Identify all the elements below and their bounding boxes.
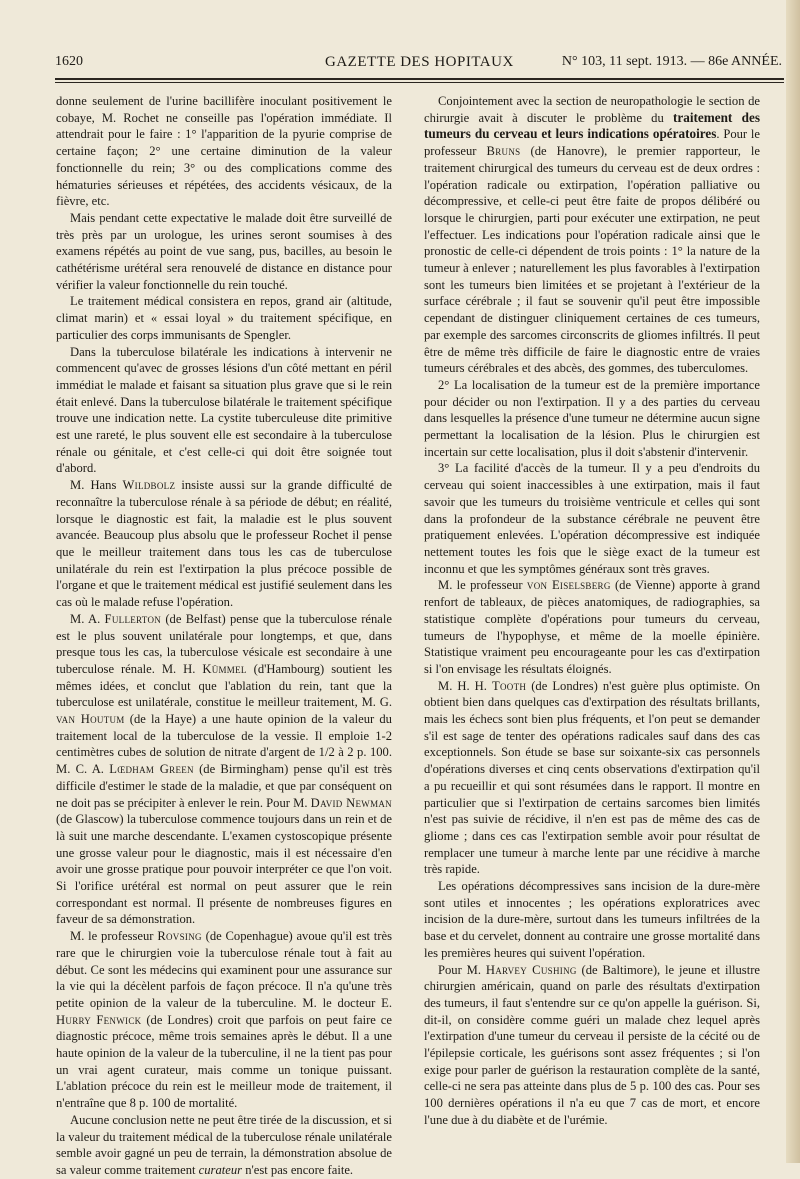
text-run: (de Belfast) pense que la tuberculose rénale est le plus souvent unilatérale pour longtemps, et que, dans presque tous les cas, la tuberculose vésicale est secondaire à une tuberculose rénale. M. H. — [56, 611, 392, 676]
text-run: (de Glascow) la tuberculose commence toujours dans un rein et de là suit une marche descendante. L'examen cystoscopique présente une grosse valeur pour le diagnostic, mais il est nécessaire d'en avoir une grosse pratique pour pouvoir interpréter ce que l'on voit. Si l'orifice urétéral est normal on peut assurer que le rein correspondant est normal. Il présente de nombreuses figures en faveur de sa démonstration. — [56, 812, 392, 927]
author-name: Lœdham Green — [109, 762, 194, 777]
text-run: (d'Hambourg) soutient les mêmes idées, et conclut que l'ablation du rein, tant que la tuberculose est unilatérale, constitue le meilleur traitement, M. G. — [56, 661, 392, 710]
text-run: M. A. — [70, 611, 105, 626]
author-name: von Eiselsberg — [526, 578, 611, 593]
text-run: n'est pas encore faite. — [242, 1163, 354, 1177]
text-run: Aucune conclusion nette ne peut être tirée de la discussion, et si la valeur du traitement médical de la tuberculose rénale unilatérale semble avoir gagné un peu de terrain, la démonstration absolue de sa valeur comme traitement — [56, 1112, 392, 1177]
text-run: (de Vienne) apporte à grand renfort de tableaux, de pièces anatomiques, de radiographies, sa statistique complète d'opérations pour tumeurs du cerveau, tumeurs de l'hypophyse, et même de la moelle épinière. Statistique vraiment peu encourageante pour les cas d'extirpation si l'on envisage les résultats éloignés. — [424, 578, 760, 676]
text-run: M. Hans — [70, 478, 123, 493]
paragraph — [424, 577, 760, 677]
paragraph — [424, 678, 760, 878]
paragraph — [56, 928, 392, 1112]
left-column — [56, 93, 392, 1179]
text-run: M. H. H. — [438, 678, 492, 693]
author-name: van Houtum — [56, 712, 125, 727]
paragraph — [56, 611, 392, 928]
author-name: Hurry Fenwick — [56, 1012, 142, 1027]
paragraph — [56, 93, 392, 210]
text-run: Mais pendant cette expectative le malade doit être surveillé de très près par un urologue, les urines seront soumises à des examens répétés au point de vue sang, pus, bacilles, au besoin le cathétérisme urétéral sera renouvelé de distance en distance pour vérifier la valeur fonctionnelle du rein touché. — [56, 210, 392, 292]
paragraph — [56, 1112, 392, 1179]
text-run: Pour M. — [438, 962, 486, 977]
author-name: Wildbolz — [122, 478, 176, 493]
paragraph — [424, 460, 760, 577]
author-name: Harvey Cushing — [485, 962, 577, 977]
page-header — [55, 52, 782, 74]
text-run: M. le professeur — [70, 929, 158, 944]
text-run: (de Hanovre), le premier rapporteur, le traitement chirurgical des tumeurs du cerveau est de deux ordres : l'opération radicale ou extirpation, l'opération palliative ou décompressive, et celle-ci peut être faite de propos délibéré ou lorsque le chirurgien, parti pour exécuter une extirpation, ne peut l'effectuer. Les indications pour l'opération radicale ainsi que le pronostic de celle-ci dépendent de trois points : 1° la nature de la tumeur à enlever ; naturellement les plus favorables à l'extirpation sont les tumeurs bien limitées et se projetant à l'extérieur de la surface cérébrale ; il faut se souvenir qu'il peut être impossible cependant de distinguer cliniquement certaines de ces tumeurs, par exemple des sarcomes circonscrits de gliomes infiltrés. Il peut être de même très difficile de faire le diagnostic entre de vraies tumeurs cérébrales et des abcès, des gommes, des tuberculomes. — [424, 144, 760, 376]
page-number: 1620 — [55, 54, 83, 69]
paragraph — [56, 293, 392, 343]
issue-info: N° 103, 11 sept. 1913. — 86e ANNÉE. — [561, 54, 782, 69]
text-run: (de Birmingham) pense qu'il est très difficile d'estimer le stade de la maladie, et que par conséquent on ne doit pas se précipiter à enlever le rein. Pour M. — [56, 762, 392, 810]
text-run: Conjointement avec la section de neuropathologie le section de chirurgie avait à discuter le problème du — [424, 94, 760, 125]
page-edge — [786, 0, 800, 1163]
text-run: Le traitement médical consistera en repos, grand air (altitude, climat marin) et « essai loyal » du traitement spécifique, en particulier des corps immunisants de Spengler. — [56, 294, 392, 342]
journal-title: GAZETTE DES HOPITAUX — [325, 54, 514, 70]
text-run: 3° La facilité d'accès de la tumeur. Il y a peu d'endroits du cerveau qui soient inaccessibles à une extirpation, mais il faut savoir que les tumeurs du troisième ventricule et celles qui sont dans la profondeur de la substance cérébrale ne peuvent être pratiquement enlevées. L'opération décompressive est indiquée nettement toutes les fois que le siège exact de la tumeur est inconnu et que les symptômes généraux sont très graves. — [424, 461, 760, 576]
paragraph — [56, 477, 392, 611]
text-run: Dans la tuberculose bilatérale les indications à intervenir ne commencent qu'avec de grosses lésions d'un côté mettant en péril immédiat le malade et faisant sa situation plus grave que si le rein était enlevé. Dans la tuberculose bilatérale le traitement spécifique trouve une indication nette. La cystite tuberculeuse dite primitive est une rareté, le plus souvent elle est secondaire à la tuberculose rénale ou génitale, et c'est celle-ci qui doit être soignée tout d'abord. — [56, 344, 392, 476]
text-run: 2° La localisation de la tumeur est de la première importance pour décider ou non l'extirpation. Il y a des parties du cerveau dans lesquelles la présence d'une tumeur ne détermine aucun signe permettant la localisation de la lésion. Plus le chirurgien est incertain sur cette localisation, plus il doit s'abstenir d'intervenir. — [424, 377, 760, 459]
paragraph — [56, 344, 392, 478]
author-name: Fullerton — [104, 611, 162, 626]
paragraph — [56, 210, 392, 294]
text-run: . Pour le professeur — [424, 127, 761, 159]
paragraph — [424, 93, 760, 377]
text-run: (de Londres) croit que parfois on peut faire ce diagnostic précoce, même trois semaines après le début. Il a une haute opinion de la valeur de la tuberculine, il ne la tient pas pour un vrai agent curateur, mais comme un tonique puissant. L'ablation précoce du rein est le meilleur mode de traitement, il n'entraîne que 8 p. 100 de mortalité. — [56, 1012, 392, 1111]
header-rule-thick — [55, 78, 784, 80]
right-column — [424, 93, 760, 1129]
paragraph — [424, 962, 760, 1129]
text-run: insiste aussi sur la grande difficulté de reconnaître la tuberculose rénale à sa période de début; en réalité, lorsque le diagnostic est fait, la maladie est le plus souvent avancée. Beaucoup plus absolu que le professeur Rochet il pense que le meilleur traitement dans tous les cas de tuberculose unilatérale du rein est l'extirpation la plus précoce possible de l'organe et que le traitement médical est justifié seulement dans les cas où le malade refuse l'opération. — [56, 478, 392, 610]
author-name: Bruns — [486, 144, 521, 159]
topic-heading: traitement des tumeurs du cerveau et leurs indications opératoires — [424, 109, 760, 142]
author-name: Tooth — [491, 678, 527, 693]
text-run: (de Londres) n'est guère plus optimiste. On obtient bien dans quelques cas d'extirpation des résultats brillants, mais les échecs sont bien plus fréquents, et l'on peut se demander s'il est sage de tenter des opérations radicales sauf dans des cas exceptionnels. Son étude se base sur soixante-six cas personnels d'opérations diverses et cinq cents observations d'extirpation qu'il a pu recueillir et qui sont résumées dans le rapport. Il montre en particulier que si l'extirpation de certains sarcomes bien limités n'est pas suivie de récidive, il n'en est pas de même des cas de gliome ; dans ces cas l'extirpation semble avoir pour résultat de remplacer une tumeur à marche lente par une récidive à marche très rapide. — [424, 678, 761, 877]
paragraph — [424, 377, 760, 461]
text-run: Les opérations décompressives sans incision de la dure-mère sont utiles et innocentes ; les opérations exploratrices avec incision de la dure-mère, surtout dans les tumeurs infiltrées de la base et du cervelet, donnent au contraire une grosse mortalité dans les premières heures qui suivent l'opération. — [424, 879, 760, 960]
author-name: Rovsing — [157, 929, 202, 944]
text-run: (de Copenhague) avoue qu'il est très rare que le chirurgien voie la tuberculose rénale tout à fait au début. Ce sont les médecins qui examinent pour une assurance sur la vie qui la décèlent parfois de façon précoce. Il n'a qu'une très petite opinion de la valeur de la tuberculine. M. le docteur E. — [56, 929, 392, 1010]
header-rule-thin — [55, 82, 784, 83]
text-run: curateur — [198, 1163, 243, 1177]
text-run: donne seulement de l'urine bacillifère inoculant positivement le cobaye, M. Rochet ne conseille pas l'opération immédiate. Il attendrait pour le faire : 1° l'apparition de la pyurie comprise de certaine façon; 2° une certaine diminution de la valeur fonctionnelle du rein; 3° ou des complications comme des hématuries sérieuses et répétées, des accidents vésicaux, de la fièvre, etc. — [56, 94, 392, 209]
text-run: (de la Haye) a une haute opinion de la valeur du traitement local de la tuberculose de la vessie. Il emploie 1-2 centimètres cubes de solution de nitrate d'argent de 1/2 à 2 p. 100. M. C. A. — [56, 712, 392, 777]
paragraph — [424, 878, 760, 962]
author-name: David Newman — [310, 795, 392, 810]
text-run: M. le professeur — [438, 578, 527, 593]
author-name: Kümmel — [202, 661, 247, 676]
text-run: (de Baltimore), le jeune et illustre chirurgien américain, quand on parle des résultats d'extirpation des tumeurs, il faut s'entendre sur ce qu'on appelle la guérison. Si, dit-il, on considère comme guéri un malade chez lequel après l'extirpation d'une tumeur du cerveau il persiste de la cécité ou de l'épilepsie corticale, les guérisons sont assez fréquentes ; si l'on exige pour parler de guérison la restauration complète de la santé, celle-ci ne sera pas atteinte dans plus de 5 p. 100 des cas. Pour ses 100 dernières opérations il n'a eu que 7 cas de mort, et encore l'une due à du diabète et de l'urémie. — [424, 962, 760, 1127]
